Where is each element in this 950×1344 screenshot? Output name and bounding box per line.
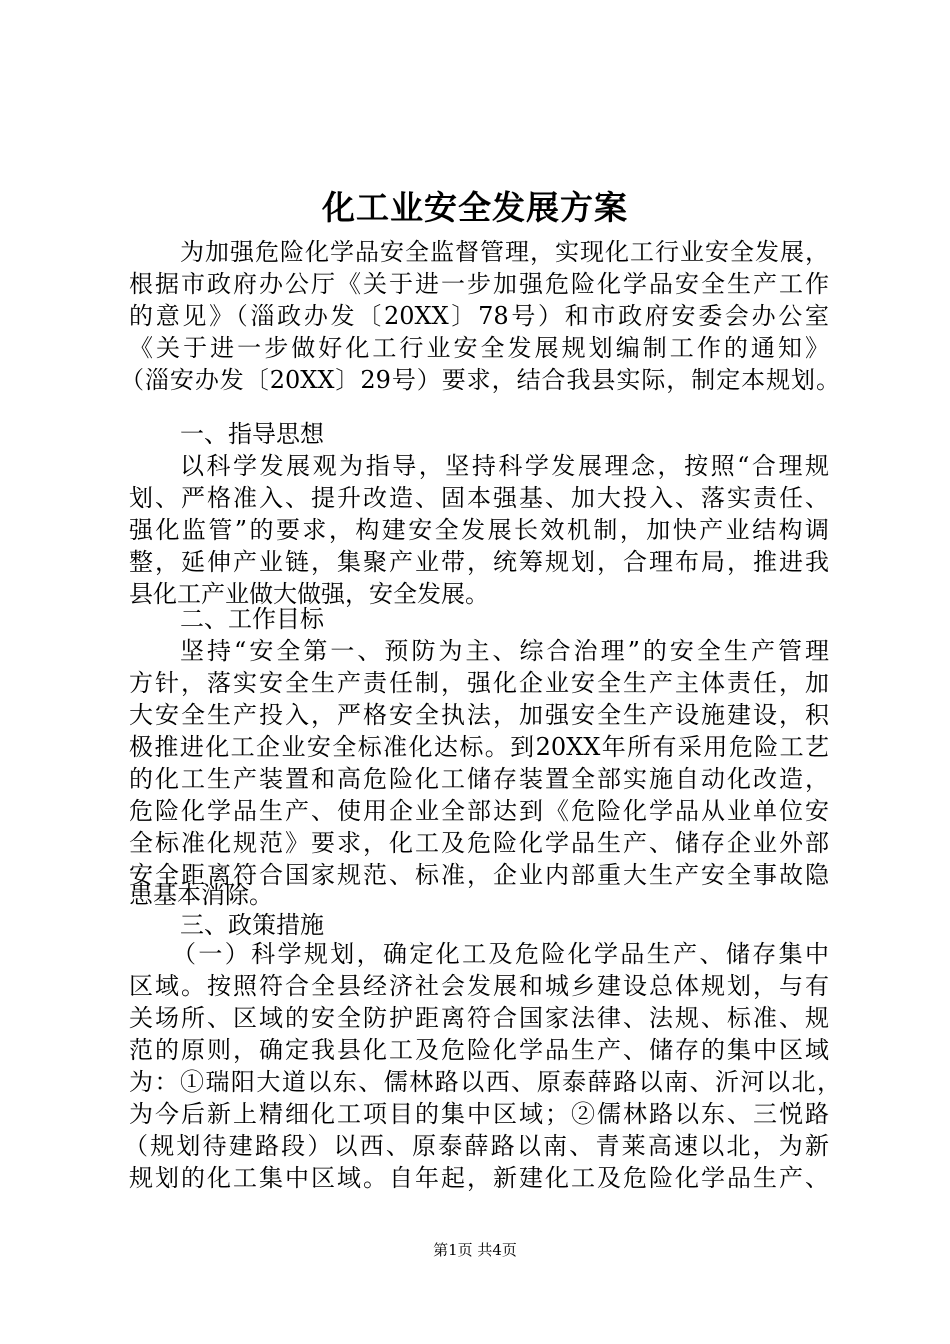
section2-line-5: 的化工生产装置和高危险化工储存装置全部实施自动化改造， xyxy=(129,765,829,793)
section1-line-5: 县化工产业做大做强，安全发展。 xyxy=(129,580,489,608)
page-title: 化工业安全发展方案 xyxy=(322,188,628,227)
section1-line-4: 整，延伸产业链，集聚产业带，统筹规划，合理布局，推进我 xyxy=(129,548,829,576)
section3-line-7: （规划待建路段）以西、原泰薛路以南、青莱高速以北，为新 xyxy=(124,1132,829,1160)
section2-line-3: 大安全生产投入，严格安全执法，加强安全生产设施建设，积 xyxy=(129,701,829,729)
section1-line-3: 强化监管”的要求，构建安全发展长效机制，加快产业结构调 xyxy=(129,516,829,544)
section-heading-guiding-ideology: 一、指导思想 xyxy=(180,420,324,448)
section2-line-6: 危险化学品生产、使用企业全部达到《危险化学品从业单位安 xyxy=(129,797,829,825)
section1-line-2: 划、严格准入、提升改造、固本强基、加大投入、落实责任、 xyxy=(129,484,829,512)
section1-line-1: 以科学发展观为指导，坚持科学发展理念，按照“合理规 xyxy=(180,452,829,480)
section2-line-2: 方针，落实安全生产责任制，强化企业安全生产主体责任，加 xyxy=(129,669,829,697)
intro-line-3: 的意见》（淄政办发〔20XX〕78号）和市政府安委会办公室 xyxy=(129,302,829,330)
section3-line-2: 区域。按照符合全县经济社会发展和城乡建设总体规划，与有 xyxy=(129,972,829,1000)
section2-line-7: 全标准化规范》要求，化工及危险化学品生产、储存企业外部 xyxy=(129,829,829,857)
section2-line-9: 患基本消除。 xyxy=(129,881,273,909)
section2-line-1: 坚持“安全第一、预防为主、综合治理”的安全生产管理 xyxy=(180,637,829,665)
intro-line-4: 《关于进一步做好化工行业安全发展规划编制工作的通知》 xyxy=(129,334,829,362)
section3-line-5: 为：①瑞阳大道以东、儒林路以西、原泰薛路以南、沂河以北， xyxy=(129,1068,841,1096)
section2-line-4: 极推进化工企业安全标准化达标。到20XX年所有采用危险工艺 xyxy=(129,733,829,761)
section3-line-1: （一）科学规划，确定化工及危险化学品生产、储存集中 xyxy=(172,940,829,968)
section2-line-8: 安全距离符合国家规范、标准，企业内部重大生产安全事故隐 xyxy=(129,861,829,889)
intro-line-1: 为加强危险化学品安全监督管理，实现化工行业安全发展， xyxy=(180,238,829,266)
section-heading-work-goals: 二、工作目标 xyxy=(180,605,324,633)
section3-line-4: 范的原则，确定我县化工及危险化学品生产、储存的集中区域 xyxy=(129,1036,829,1064)
section3-line-6: 为今后新上精细化工项目的集中区域；②儒林路以东、三悦路 xyxy=(129,1100,829,1128)
section3-line-8: 规划的化工集中区域。自年起，新建化工及危险化学品生产、 xyxy=(129,1164,829,1192)
page-number-footer: 第1页 共4页 xyxy=(433,1241,517,1259)
intro-line-2: 根据市政府办公厅《关于进一步加强危险化学品安全生产工作 xyxy=(129,270,829,298)
intro-line-5: （淄安办发〔20XX〕29号）要求，结合我县实际，制定本规划。 xyxy=(120,366,840,394)
section-heading-policy-measures: 三、政策措施 xyxy=(180,911,324,939)
section3-line-3: 关场所、区域的安全防护距离符合国家法律、法规、标准、规 xyxy=(129,1004,829,1032)
